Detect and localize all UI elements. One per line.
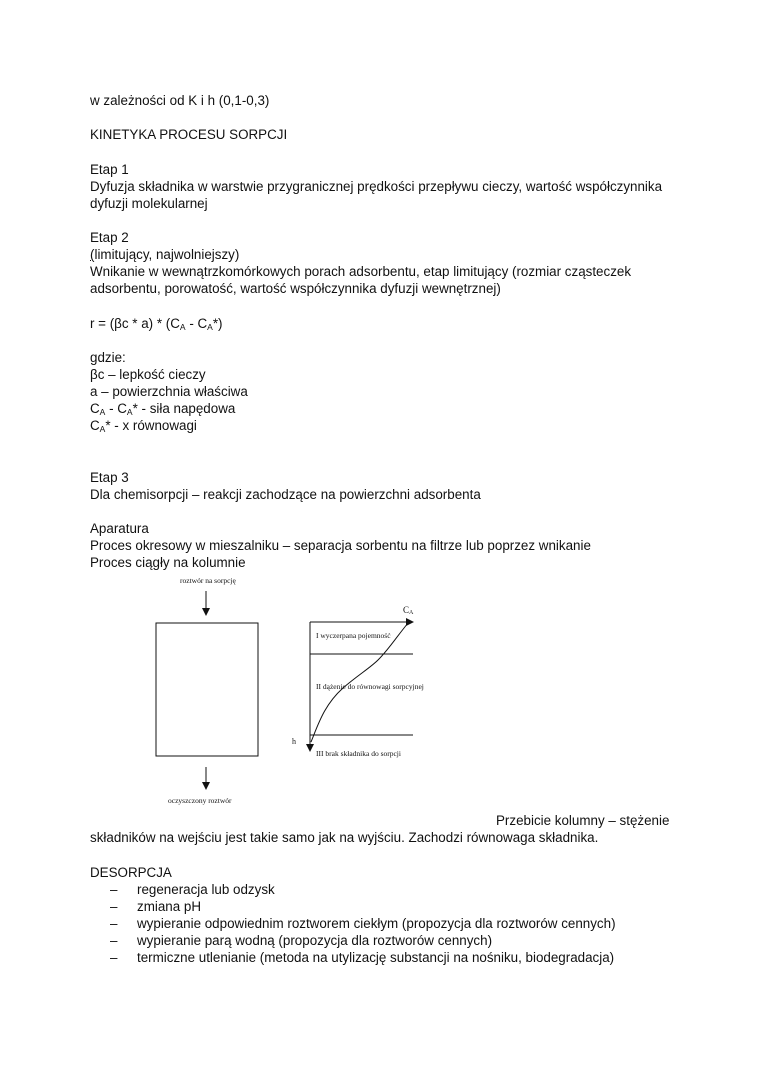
stage2-line1: Wnikanie w wewnątrzkomórkowych porach adsorbentu, etap limitujący (rozmiar cząsteczek xyxy=(90,264,632,279)
breakthrough-line2: składników na wejściu jest takie samo jak na wyjściu. Zachodzi równowaga składnika. xyxy=(90,830,599,845)
list-item xyxy=(110,898,201,915)
zone1-label: I wyczerpana pojemność xyxy=(316,631,391,640)
x-axis-label: CA xyxy=(403,605,414,616)
stage2-title: Etap 2 xyxy=(90,230,129,245)
where-beta: βc – lepkość cieczy xyxy=(90,367,206,382)
formula-sub2: A xyxy=(207,322,213,332)
stage2-paren-first: ( xyxy=(90,247,95,262)
eq-post: * - x równowagi xyxy=(105,418,197,433)
apparatus-line1: Proces okresowy w mieszalniku – separacja sorbentu na filtrze lub poprzez wnikanie xyxy=(90,538,591,553)
force-pre: C xyxy=(90,401,100,416)
formula-sub1: A xyxy=(179,322,186,332)
inlet-label: roztwór na sorpcję xyxy=(180,576,236,585)
list-item-text: regeneracja lub odzysk xyxy=(137,882,275,897)
y-axis-label: h xyxy=(292,737,296,746)
list-item xyxy=(110,949,614,966)
stage3-title: Etap 3 xyxy=(90,470,129,485)
stage2-paren-rest: limitujący, najwolniejszy) xyxy=(94,247,240,262)
eq-pre: C xyxy=(90,418,100,433)
dash-bullet: – xyxy=(110,899,118,914)
stage2-line2: adsorbentu, porowatość, wartość współczynnika dyfuzji wewnętrznej) xyxy=(90,281,501,296)
zone2-label: II dążenie do równowagi sorpcyjnej xyxy=(316,682,424,691)
formula-pre: r = (βc * a) * (C xyxy=(90,316,180,331)
column-box xyxy=(156,623,258,756)
dash-bullet: – xyxy=(110,950,118,965)
list-item-text: zmiana pH xyxy=(137,899,202,914)
list-item xyxy=(110,881,275,898)
list-item xyxy=(110,915,616,932)
stage1-line1: Dyfuzja składnika w warstwie przygranicznej prędkości przepływu cieczy, wartość współczynnika xyxy=(90,179,663,194)
stage3-line1: Dla chemisorpcji – reakcji zachodzące na powierzchni adsorbenta xyxy=(90,487,481,502)
heading-kinetics: KINETYKA PROCESU SORPCJI xyxy=(90,127,288,142)
apparatus-line2: Proces ciągły na kolumnie xyxy=(90,555,246,570)
desorption-title: DESORPCJA xyxy=(90,865,172,880)
stage1-title: Etap 1 xyxy=(90,162,129,177)
breakthrough-line1: Przebicie kolumny – stężenie xyxy=(496,813,670,828)
dash-bullet: – xyxy=(110,916,118,931)
list-item-text: wypieranie parą wodną (propozycja dla roztworów cennych) xyxy=(137,933,493,948)
stage1-line2: dyfuzji molekularnej xyxy=(90,196,208,211)
eq-sub: A xyxy=(99,424,106,434)
formula-post: *) xyxy=(212,316,223,331)
formula-mid: - C xyxy=(185,316,208,331)
force-sub2: A xyxy=(126,407,133,417)
list-item-text: termiczne utlenianie (metoda na utylizację substancji na nośniku, biodegradacja) xyxy=(137,950,615,965)
list-item-text: wypieranie odpowiednim roztworem ciekłym (propozycja dla roztworów cennych) xyxy=(137,916,616,931)
zone3-label: III brak składnika do sorpcji xyxy=(316,749,401,758)
list-item xyxy=(110,932,492,949)
outlet-label: oczyszczony roztwór xyxy=(168,796,232,805)
intro-line: w zależności od K i h (0,1-0,3) xyxy=(90,93,270,108)
where-label: gdzie: xyxy=(90,350,126,365)
dash-bullet: – xyxy=(110,882,118,897)
force-mid: - C xyxy=(105,401,127,416)
force-sub1: A xyxy=(99,407,106,417)
dash-bullet: – xyxy=(110,933,118,948)
where-a: a – powierzchnia właściwa xyxy=(90,384,248,399)
apparatus-title: Aparatura xyxy=(90,521,149,536)
force-post: * - siła napędowa xyxy=(132,401,236,416)
